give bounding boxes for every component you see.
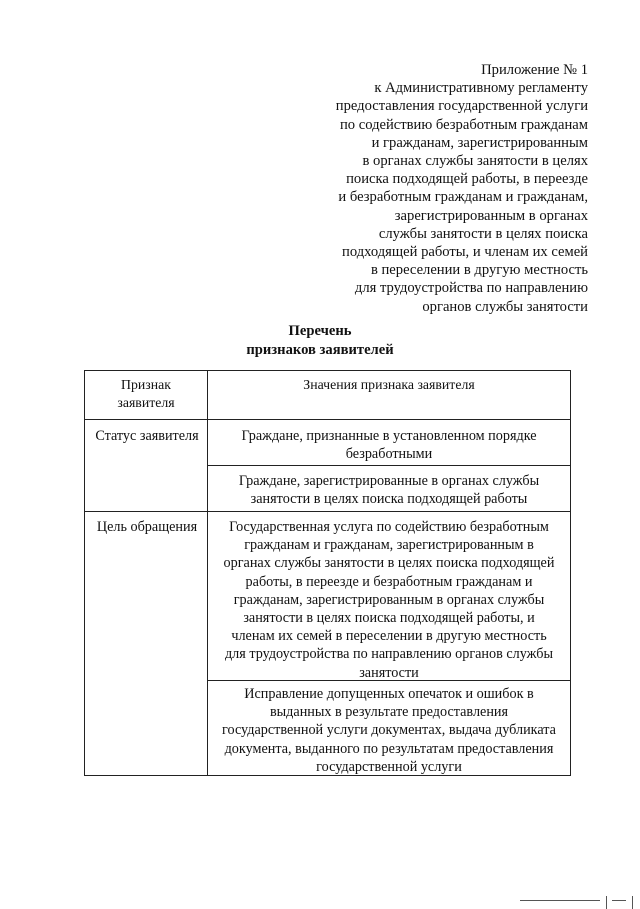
column-header-line: заявителя <box>117 395 175 411</box>
header-line: предоставления государственной услуги <box>335 98 588 115</box>
header-line: в органах службы занятости в целях <box>362 153 588 170</box>
header-line: и гражданам, зарегистрированным <box>371 134 588 151</box>
header-line: для трудоустройства по направлению <box>354 280 588 297</box>
value-line: гражданам, зарегистрированным в органах службы <box>233 591 545 608</box>
header-line: службы занятости в целях поиска <box>378 225 588 242</box>
document-title <box>0 322 640 360</box>
value-line: безработными <box>345 446 433 463</box>
value-line: членам их семей в переселении в другую местность <box>231 628 547 645</box>
header-line: в переселении в другую местность <box>370 262 588 279</box>
value-line: занятости в целях поиска подходящей работы, и <box>243 610 535 627</box>
purpose-value-1 <box>214 518 564 682</box>
value-line: документа, выданного по результатам предоставления <box>224 740 554 757</box>
value-line: государственной услуги документах, выдача дубликата <box>222 722 556 739</box>
header-line: подходящей работы, и членам их семей <box>342 244 588 261</box>
value-line: работы, в переезде и безработным гражданам и <box>245 573 533 590</box>
value-line: выданных в результате предоставления <box>269 704 509 721</box>
value-line: Исправление допущенных опечаток и ошибок в <box>244 686 534 702</box>
header-line: органов службы занятости <box>422 298 588 315</box>
header-line: к Административному регламенту <box>374 80 588 97</box>
row-label-purpose: Цель обращения <box>96 519 198 535</box>
value-line: занятости <box>359 664 419 681</box>
row-divider <box>207 465 570 466</box>
value-line: для трудоустройства по направлению органов службы <box>224 646 554 663</box>
status-value-2 <box>214 472 564 508</box>
appendix-header <box>268 61 588 316</box>
title-line-2: признаков заявителей <box>246 342 394 358</box>
column-header-values <box>208 376 570 394</box>
header-line: по содействию безработным гражданам <box>339 116 588 133</box>
value-line: государственной услуги <box>316 758 462 775</box>
column-divider <box>207 371 208 775</box>
column-header-line: Значения признака заявителя <box>303 377 475 392</box>
purpose-value-2 <box>214 685 564 776</box>
value-line: органах службы занятости в целях поиска подходящей <box>223 555 555 572</box>
column-header-attribute <box>85 376 207 412</box>
value-line: Государственная услуга по содействию безработным <box>229 519 549 535</box>
header-line: и безработным гражданам и гражданам, <box>338 189 588 206</box>
value-line: Граждане, признанные в установленном порядке <box>241 428 537 444</box>
status-value-1 <box>214 427 564 463</box>
title-line-1: Перечень <box>288 323 352 339</box>
value-line: занятости в целях поиска подходящей работы <box>250 491 528 508</box>
header-line: Приложение № 1 <box>481 62 588 78</box>
column-header-line: Признак <box>121 377 171 392</box>
value-line: гражданам и гражданам, зарегистрированным в <box>244 537 534 554</box>
value-line: Граждане, зарегистрированные в органах службы <box>238 473 540 489</box>
header-line: зарегистрированным в органах <box>394 207 588 224</box>
row-label-status: Статус заявителя <box>95 428 199 444</box>
header-line: поиска подходящей работы, в переезде <box>346 171 588 188</box>
row-divider <box>85 511 570 512</box>
scan-edge-marks <box>520 896 640 909</box>
row-divider <box>85 419 570 420</box>
attributes-table <box>84 370 571 776</box>
